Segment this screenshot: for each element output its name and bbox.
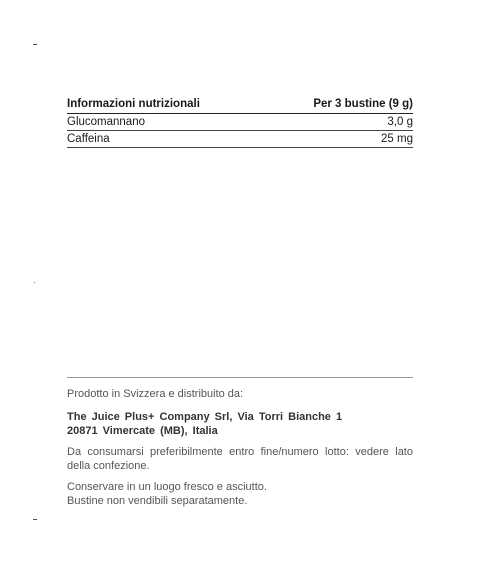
nutrition-header-label: Informazioni nutrizionali <box>67 98 200 110</box>
crop-mark-top <box>33 44 37 45</box>
expiry-text: Da consumarsi preferibilmente entro fine/numero lotto: vedere lato della confezione. <box>67 446 413 472</box>
company-address <box>67 410 413 438</box>
nutrition-header-amount: Per 3 bustine (9 g) <box>313 98 413 110</box>
nutrition-row <box>67 131 413 148</box>
distribution-info <box>67 377 413 508</box>
crop-mark-bottom <box>33 519 37 520</box>
nutrient-amount: 25 mg <box>381 133 413 145</box>
storage-line-1: Conservare in un luogo fresco e asciutto. <box>67 481 267 493</box>
nutrient-name: Glucomannano <box>67 116 145 128</box>
company-line-1: The Juice Plus+ Company Srl, Via Torri Bianche 1 <box>67 411 343 423</box>
nutrient-amount: 3,0 g <box>387 116 413 128</box>
nutrition-row <box>67 114 413 131</box>
storage-line-2: Bustine non vendibili separatamente. <box>67 495 248 507</box>
storage-info <box>67 480 413 508</box>
nutrition-table-header <box>67 98 413 114</box>
made-in-text: Prodotto in Svizzera e distribuito da: <box>67 388 244 400</box>
crop-mark-middle <box>34 282 35 283</box>
nutrition-table <box>67 98 413 148</box>
nutrient-name: Caffeina <box>67 133 110 145</box>
company-line-2: 20871 Vimercate (MB), Italia <box>67 425 218 437</box>
